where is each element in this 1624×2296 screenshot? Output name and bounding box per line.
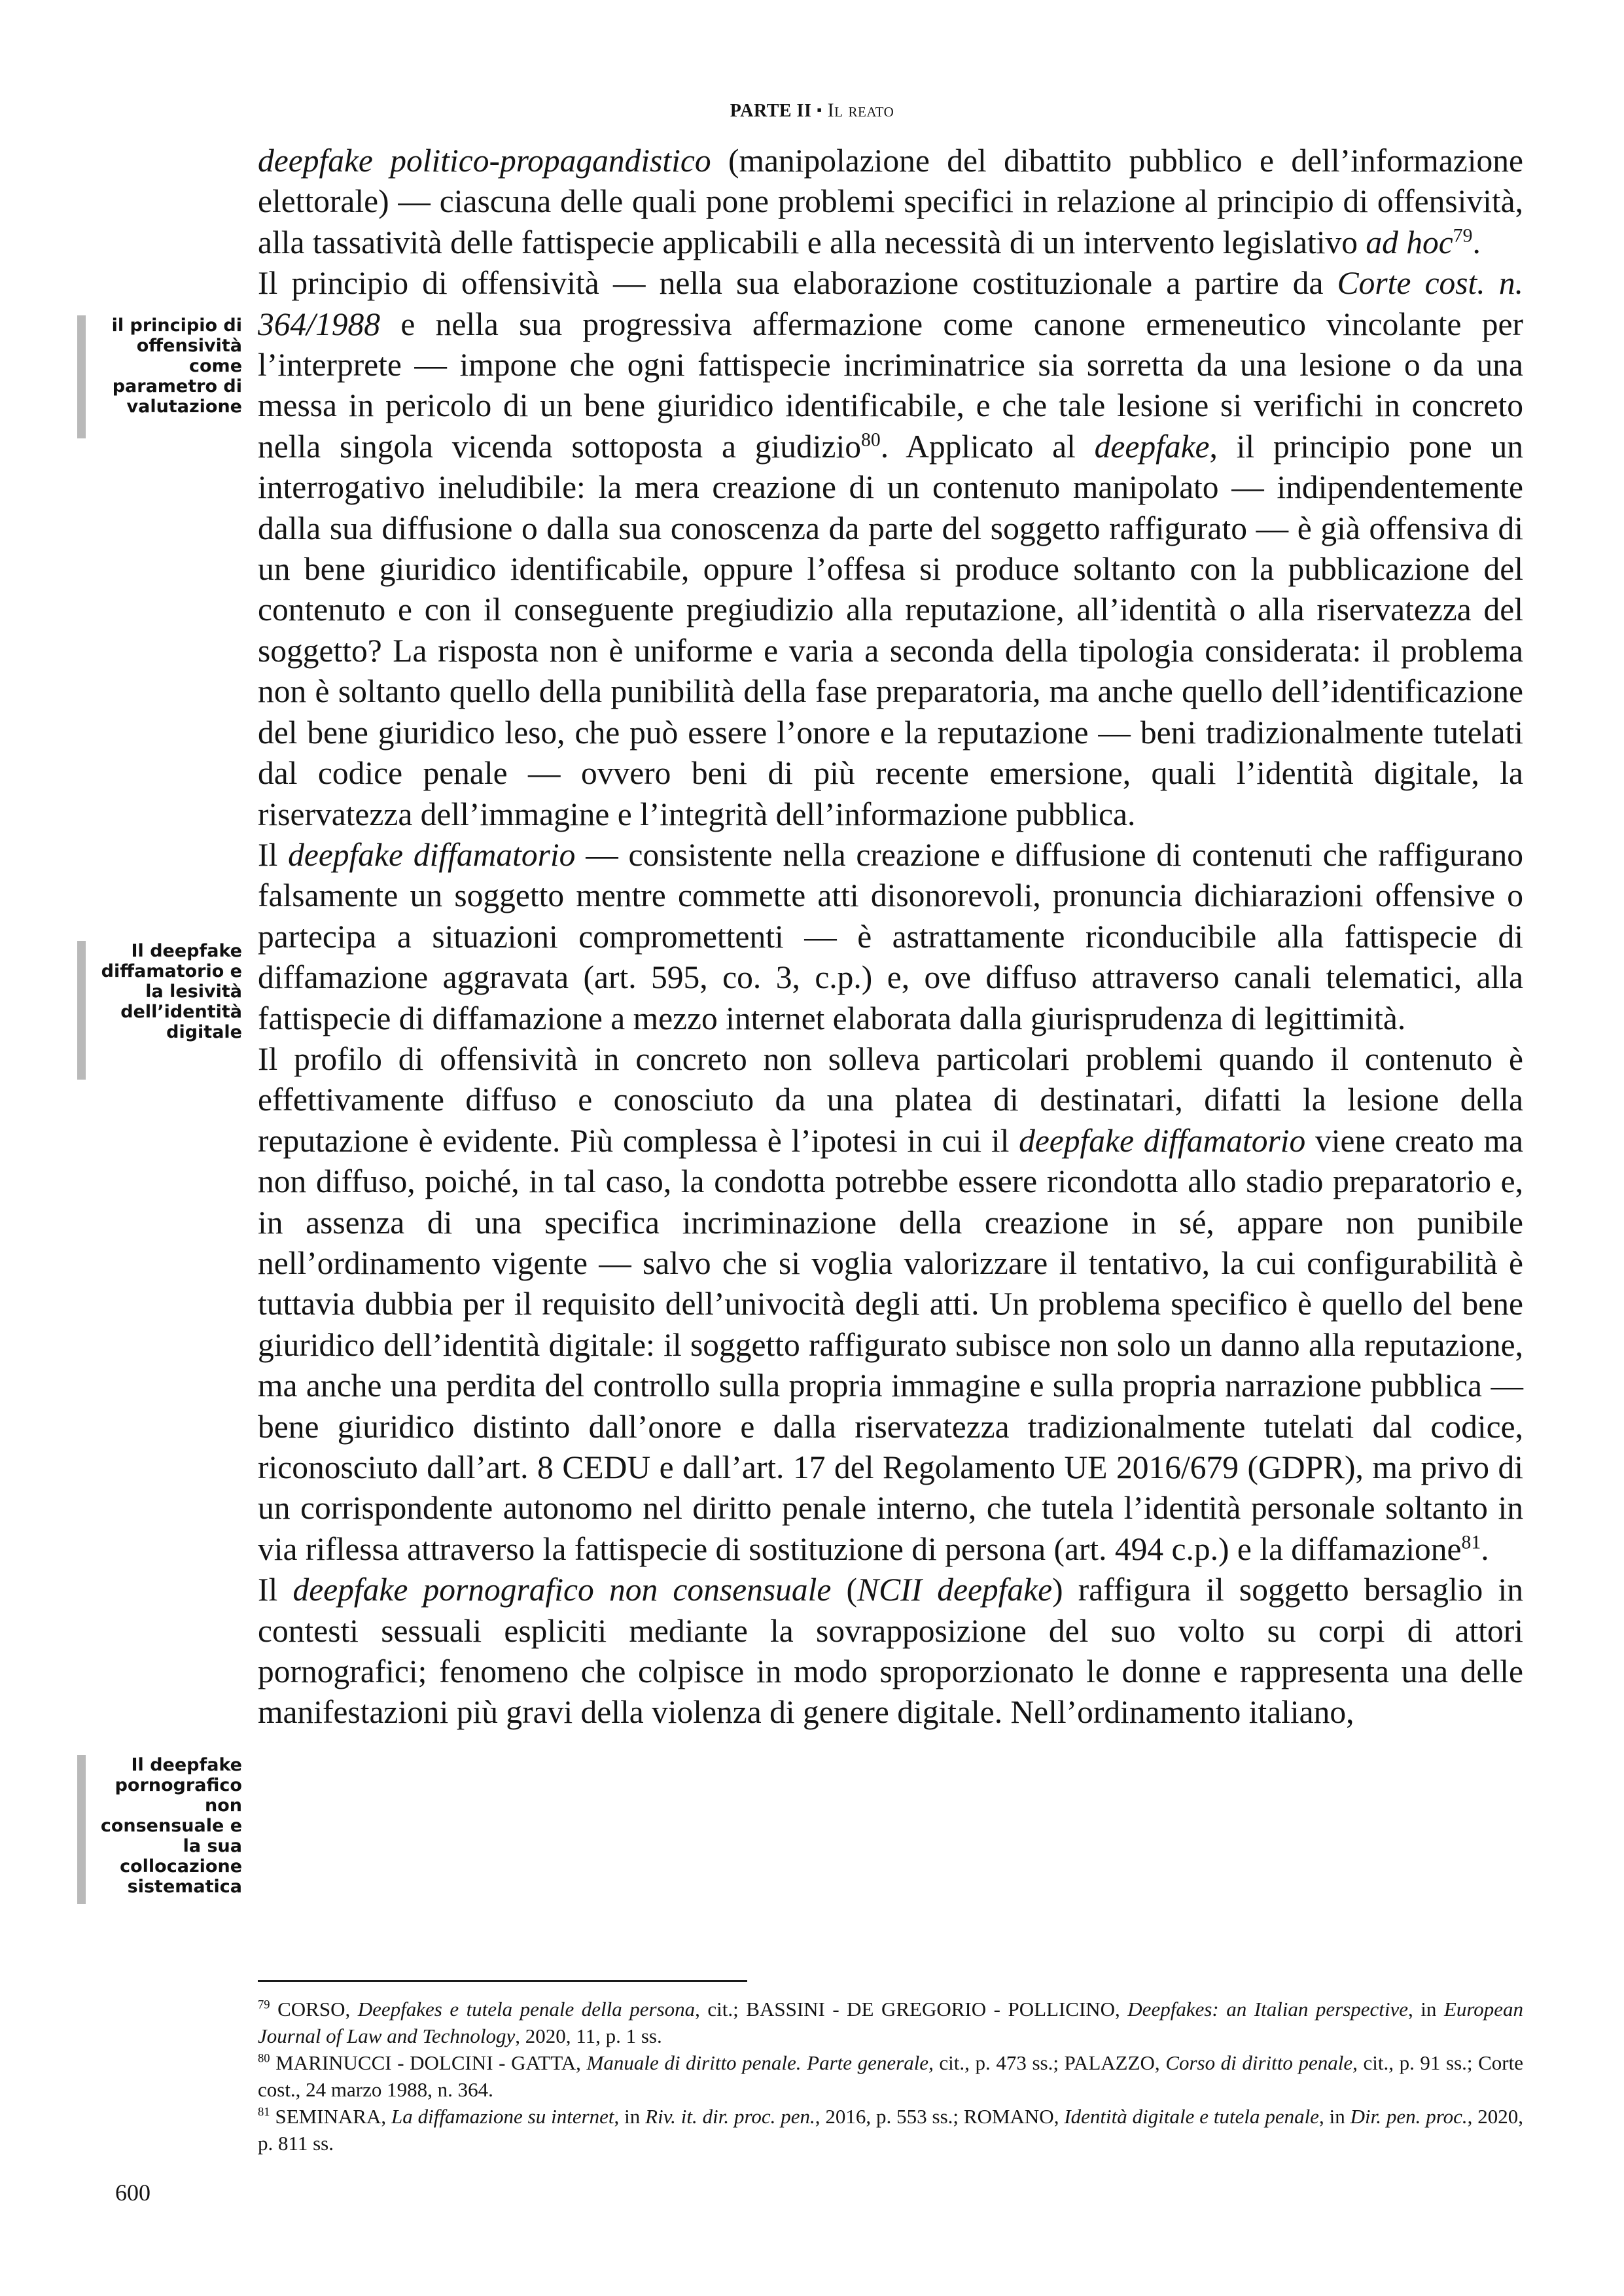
- text-run: , 2020, p. 811 ss.: [258, 2105, 1524, 2155]
- text-run: Il: [258, 836, 289, 873]
- text-run: Il profilo di offensività in concreto non solleva particolari problemi quando il contenuto è effettivamente diffuso e conosciuto da una platea di destinatari, difatti la lesione della reputazione è evidente. Più complessa è l’ipotesi in cui il: [258, 1040, 1523, 1159]
- text-run: , 2020, 11, p. 1 ss.: [515, 2024, 662, 2047]
- italic-term: deepfake pornografico non consensuale: [292, 1572, 832, 1608]
- text-run: , in: [1318, 2105, 1350, 2128]
- text-run: .: [1481, 1530, 1489, 1567]
- paragraph-3: [258, 835, 1523, 1039]
- marginal-note-text: Il deepfake diffamatorio e la lesività dell’identità digitale: [101, 941, 242, 1042]
- page-number: 600: [115, 2180, 150, 2206]
- italic-term: Identità digitale e tutela penale: [1064, 2105, 1319, 2128]
- marginal-bar: [77, 315, 86, 438]
- text-run: , cit.; BASSINI - DE GREGORIO - POLLICINO,: [695, 1998, 1128, 2021]
- text-run: CORSO,: [270, 1998, 358, 2021]
- marginal-note-text: il principio di offensività come parametro di valutazione: [111, 315, 242, 417]
- italic-term: ad hoc: [1366, 224, 1453, 260]
- text-run: , cit., p. 91 ss.; Corte cost., 24 marzo 1988, n. 364.: [258, 2051, 1523, 2101]
- marginal-bar: [77, 941, 86, 1080]
- text-run: (manipolazione del dibattito pubblico e dell’informazione elettorale) — ciascuna delle quali pone problemi specifici in relazione al principio di offensività, alla tassatività delle fattispecie applicabili e alla necessità di un intervento legislativo: [258, 143, 1523, 260]
- text-run: , in: [614, 2105, 646, 2128]
- marginal-note-offensivita: [77, 315, 242, 438]
- text-run: (: [831, 1572, 858, 1608]
- footnote-ref-79[interactable]: 79: [1453, 225, 1473, 247]
- footnote-number: 79: [258, 1998, 270, 2012]
- running-head-part: PARTE II: [730, 101, 812, 121]
- italic-term: Deepfakes: an Italian perspective: [1127, 1998, 1409, 2021]
- text-run: Il principio di offensività — nella sua elaborazione costituzionale a partire da: [258, 265, 1337, 302]
- text-run: MARINUCCI - DOLCINI - GATTA,: [270, 2051, 587, 2074]
- italic-term: Deepfakes e tutela penale della persona: [357, 1998, 696, 2021]
- italic-term: Corte cost. n. 364/1988: [258, 265, 1523, 342]
- running-head-title: Il reato: [827, 99, 894, 121]
- text-run: , in: [1408, 1998, 1444, 2021]
- text-run: SEMINARA,: [270, 2105, 391, 2128]
- footnote-separator: [258, 1980, 747, 1982]
- italic-term: European Journal of Law and Technology: [258, 1998, 1523, 2047]
- italic-term: Dir. pen. proc.: [1350, 2105, 1468, 2128]
- text-run: ) raffigura il soggetto bersaglio in contesti sessuali espliciti mediante la sovrapposizione del suo volto su corpi di attori pornografici; fenomeno che colpisce in modo sproporzionato le donne e rappresenta una delle manifestazioni più gravi della violenza di genere digitale. Nell’ordinamento italiano,: [258, 1572, 1524, 1731]
- text-run: — consistente nella creazione e diffusione di contenuti che raffigurano falsamente un soggetto mentre commette atti disonorevoli, pronuncia dichiarazioni offensive o partecipa a situazioni compromettenti — è astrattamente riconducibile alla fattispecie di diffamazione aggravata (art. 595, co. 3, c.p.) e, ove diffuso attraverso canali telematici, alla fattispecie di diffamazione a mezzo internet elaborata dalla giurisprudenza di legittimità.: [258, 836, 1523, 1036]
- italic-term: Manuale di diritto penale. Parte generale: [586, 2051, 929, 2074]
- text-run: viene creato ma non diffuso, poiché, in tal caso, la condotta potrebbe essere ricondotta allo stadio preparatorio e, in assenza di una specifica incriminazione della creazione in sé, appare non punibile nell’ordinamento vigente — salvo che si voglia valorizzare il tentativo, la cui configurabilità è tuttavia dubbia per il requisito dell’univocità degli atti. Un problema specifico è quello del bene giuridico dell’identità digitale: il soggetto raffigurato subisce non solo un danno alla reputazione, ma anche una perdita del controllo sulla propria immagine e sulla propria narrazione pubblica — bene giuridico distinto dall’onore e dalla riservatezza tradizionalmente tutelati dal codice, riconosciuto dall’art. 8 CEDU e dall’art. 17 del Regolamento UE 2016/679 (GDPR), ma privo di un corrispondente autonomo nel diritto penale interno, che tutela l’identità personale soltanto in via riflessa attraverso la fattispecie di sostituzione di persona (art. 494 c.p.) e la diffamazione: [258, 1122, 1523, 1567]
- paragraph-5: [258, 1570, 1523, 1733]
- text-run: , cit., p. 473 ss.; PALAZZO,: [928, 2051, 1166, 2074]
- running-head: [0, 99, 1624, 122]
- footnotes: [258, 1996, 1523, 2157]
- italic-term: deepfake diffamatorio: [1019, 1122, 1306, 1159]
- italic-term: Corso di diritto penale: [1165, 2051, 1353, 2074]
- marginal-note-diffamatorio: [77, 941, 242, 1080]
- footnote-79: [258, 1996, 1523, 2049]
- text-run: , il principio pone un interrogativo ineludibile: la mera creazione di un contenuto manipolato — indipendentemente dalla sua diffusione o dalla sua conoscenza da parte del soggetto raffigurato — è già offensiva di un bene giuridico identificabile, oppure l’offesa si produce soltanto con la pubblicazione del contenuto e con il conseguente pregiudizio alla reputazione, all’identità o alla riservatezza del soggetto? La risposta non è uniforme e varia a seconda della tipologia considerata: il problema non è soltanto quello della punibilità della fase preparatoria, ma anche quello dell’identificazione del bene giuridico leso, che può essere l’onore e la reputazione — beni tradizionalmente tutelati dal codice penale — ovvero beni di più recente emersione, quali l’identità digitale, la riservatezza dell’immagine e l’integrità dell’informazione pubblica.: [258, 428, 1523, 832]
- footnote-80: [258, 2049, 1523, 2103]
- marginal-note-pornografico: [77, 1755, 242, 1904]
- text-run: .: [1472, 224, 1481, 260]
- italic-term: NCII deepfake: [857, 1572, 1053, 1608]
- body-text: [258, 141, 1523, 1733]
- italic-term: La diffamazione su internet: [391, 2105, 614, 2128]
- marginal-note-text: Il deepfake pornografico non consensuale e la sua collocazione sistematica: [100, 1755, 242, 1897]
- footnote-81: [258, 2103, 1523, 2157]
- footnote-number: 81: [258, 2105, 270, 2119]
- italic-term: deepfake: [1094, 428, 1210, 465]
- text-run: e nella sua progressiva affermazione come canone ermeneutico vincolante per l’interprete — impone che ogni fattispecie incriminatrice sia sorretta da una lesione o da una messa in pericolo di un bene giuridico identificabile, e che tale lesione si verifichi in concreto nella singola vicenda sottoposta a giudizio: [258, 306, 1523, 465]
- footnote-ref-81[interactable]: 81: [1461, 1532, 1481, 1553]
- italic-term: deepfake diffamatorio: [288, 836, 576, 873]
- footnote-number: 80: [258, 2051, 270, 2066]
- marginal-bar: [77, 1755, 86, 1904]
- italic-term: deepfake politico-propagandistico: [258, 143, 711, 179]
- paragraph-1: [258, 141, 1523, 263]
- paragraph-4: [258, 1039, 1523, 1570]
- running-head-separator: ▪: [817, 101, 822, 118]
- text-run: , 2016, p. 553 ss.; ROMANO,: [815, 2105, 1065, 2128]
- text-run: . Applicato al: [880, 428, 1095, 465]
- paragraph-2: [258, 263, 1523, 835]
- footnote-ref-80[interactable]: 80: [861, 429, 881, 451]
- italic-term: Riv. it. dir. proc. pen.: [645, 2105, 815, 2128]
- text-run: Il: [258, 1572, 293, 1608]
